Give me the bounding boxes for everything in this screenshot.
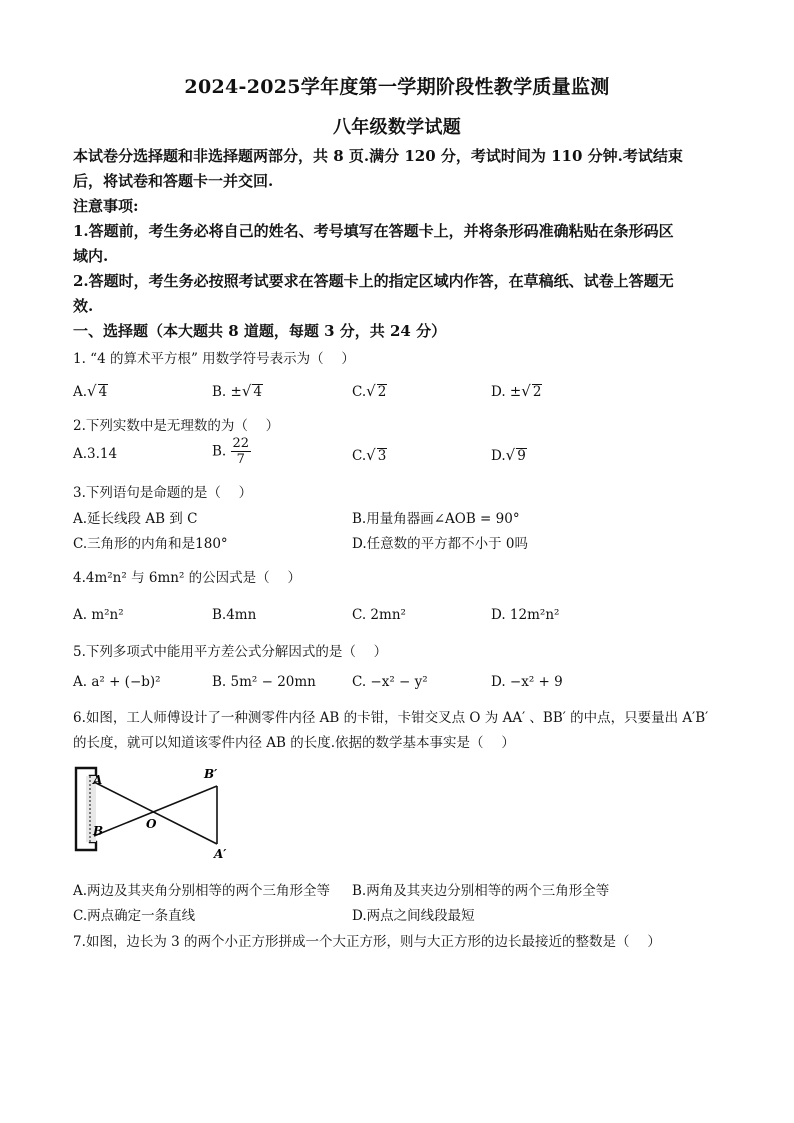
q4-option-d: D. 12m²n² — [491, 607, 560, 623]
question-1-stem: 1. “4 的算术平方根” 用数学符号表示为（ ） — [73, 351, 355, 367]
q5-option-d: D. −x² + 9 — [491, 674, 563, 690]
label-b-prime: B′ — [204, 767, 218, 781]
intro-line-2: 后，将试卷和答题卡一并交回. — [73, 172, 274, 190]
q4-option-a: A. m²n² — [73, 607, 124, 623]
q5-option-a: A. a² + (−b)² — [73, 674, 161, 690]
question-6-stem-line-1: 6.如图，工人师傅设计了一种测零件内径 AB 的卡钳，卡钳交叉点 O 为 AA′ 、BB′ 的中点，只要量出 A′B′ — [73, 710, 709, 726]
label-a-prime: A′ — [214, 847, 227, 861]
label-a: A — [93, 773, 103, 787]
question-5-stem: 5.下列多项式中能用平方差公式分解因式的是（ ） — [73, 644, 388, 660]
section-heading: 一、选择题（本大题共 8 道题，每题 3 分，共 24 分） — [73, 322, 447, 340]
q2-option-a: A.3.14 — [73, 446, 118, 462]
q3-option-d: D.任意数的平方都不小于 0吗 — [352, 536, 529, 552]
label-b: B — [93, 824, 104, 838]
q1-option-c: C.√ 2 — [352, 382, 387, 400]
exam-title: 2024-2025学年度第一学期阶段性教学质量监测 — [184, 76, 610, 98]
q6-option-b: B.两角及其夹边分别相等的两个三角形全等 — [352, 883, 610, 899]
note-1-line-2: 域内. — [73, 247, 109, 265]
question-7-stem: 7.如图，边长为 3 的两个小正方形拼成一个大正方形，则与大正方形的边长最接近的整数是（ ） — [73, 934, 661, 950]
q1-option-b: B. ±√ 4 — [212, 382, 262, 400]
q5-option-c: C. −x² − y² — [352, 674, 428, 690]
q6-option-c: C.两点确定一条直线 — [73, 908, 196, 924]
intro-line-1: 本试卷分选择题和非选择题两部分，共 8 页.满分 120 分，考试时间为 110 分钟.考试结束 — [73, 147, 683, 165]
q1-option-a: A.√ 4 — [73, 382, 108, 400]
note-2-line-2: 效. — [73, 297, 94, 315]
q2-option-c: C.√ 3 — [352, 446, 387, 464]
fraction: $\frac{22}{7}$ — [232, 436, 250, 467]
q3-option-a: A.延长线段 AB 到 C — [73, 511, 198, 527]
q1-option-d: D. ±√ 2 — [491, 382, 542, 400]
label-o: O — [146, 817, 157, 831]
q5-option-b: B. 5m² − 20mn — [212, 674, 316, 690]
question-3-stem: 3.下列语句是命题的是（ ） — [73, 485, 253, 501]
q2-option-b: B. $\frac{22}{7}$ — [212, 436, 250, 467]
q3-option-c: C.三角形的内角和是180° — [73, 536, 228, 552]
question-4-stem: 4.4m²n² 与 6mn² 的公因式是（ ） — [73, 570, 301, 586]
q6-option-a: A.两边及其夹角分别相等的两个三角形全等 — [73, 883, 331, 899]
exam-subtitle: 八年级数学试题 — [332, 117, 462, 138]
q3-option-b: B.用量角器画∠AOB = 90° — [352, 511, 520, 527]
question-6-stem-line-2: 的长度，就可以知道该零件内径 AB 的长度.依据的数学基本事实是（ ） — [73, 735, 515, 751]
caliper-figure — [72, 762, 242, 862]
q6-option-d: D.两点之间线段最短 — [352, 908, 475, 924]
note-1-line-1: 1.答题前，考生务必将自己的姓名、考号填写在答题卡上，并将条形码准确粘贴在条形码区 — [73, 222, 674, 240]
question-2-stem: 2.下列实数中是无理数的为（ ） — [73, 418, 280, 434]
note-2-line-1: 2.答题时，考生务必按照考试要求在答题卡上的指定区域内作答，在草稿纸、试卷上答题无 — [73, 272, 674, 290]
notice-title: 注意事项: — [73, 197, 139, 215]
q4-option-b: B.4mn — [212, 607, 257, 623]
q4-option-c: C. 2mn² — [352, 607, 406, 623]
caliper-arm-a — [94, 782, 217, 844]
q2-option-d: D.√ 9 — [491, 446, 526, 464]
